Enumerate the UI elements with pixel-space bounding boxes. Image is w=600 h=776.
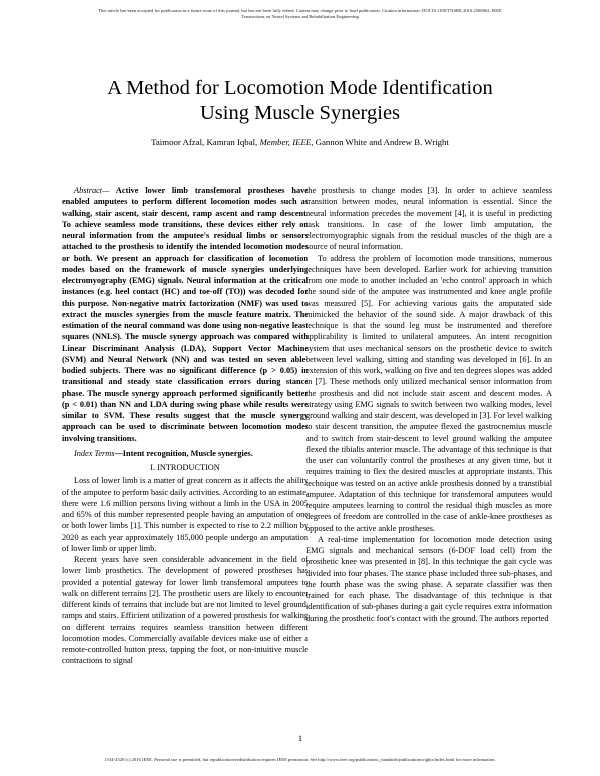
index-terms-label: Index Terms xyxy=(74,448,115,458)
left-paragraph-2: Recent years have seen considerable advancement in the field of lower limb prosthetics. The development of powered prostheses has provided a potential gateway for lower limb transfemoral amputees to walk on different terrains [2]. The prosthetic users are likely to encounter different kinds of terrains that include but are not limited to level ground, ramps and stairs. Efficient utilization of a powered prosthesis for walking on different terrains requires seamless transition between different locomotion modes. Commercially available devices make use of either a remote-controlled button press, tapping the foot, or non-intuitive muscle contractions to signal xyxy=(62,555,308,666)
right-paragraph-1: the prosthesis to change modes [3]. In order to achieve seamless transition between modes, neural information is essential. Since the neural information precedes the movement [4], it is useful in predicting task transitions. In case of the lower limb amputation, the electromyographic signals from the residual muscles of the thigh are a source of neural information. xyxy=(306,186,552,252)
paper-title xyxy=(0,76,600,126)
left-paragraph-1: Loss of lower limb is a matter of great concern as it affects the ability of the amputee to perform basic daily activities. According to an estimate, there were 1.6 million persons living without a limb in the USA in 2005 and 65% of this number represented people having an amputation of one or both lower limbs [1]. This number is expected to rise to 2.2 million by 2020 as each year approximately 185,000 people undergo an amputation of lower limb or upper limb. xyxy=(62,476,308,553)
author-list xyxy=(0,137,600,147)
page-number: 1 xyxy=(297,733,303,743)
abstract-text: Active lower limb transfemoral prostheses have enabled amputees to perform different locomotion modes such as walking, stair ascent, stair descent, ramp ascent and ramp descent. To achieve seamless mode transitions, these devices either rely on neural information from the amputee's residual limbs or sensors attached to the prosthesis to identify the intended locomotion modes or both. We present an approach for classification of locomotion modes based on the framework of muscle synergies underlying electromyography (EMG) signals. Neural information at the critical instances (e.g. heel contact (HC) and toe-off (TO)) was decoded for this purpose. Non-negative matrix factorization (NMF) was used to extract the muscles synergies from the muscle feature matrix. The estimation of the neural command was done using non-negative least squares (NNLS). The muscle synergy approach was compared with Linear Discriminant Analysis (LDA), Support Vector Machine (SVM) and Neural Network (NN) and was tested on seven able-bodied subjects. There was no significant difference (p > 0.05) in transitional and steady state classification errors during stance phase. The muscle synergy approach performed significantly better (p < 0.01) than NN and LDA during swing phase while results were similar to SVM. These results suggest that the muscle synergy approach can be used to discriminate between locomotion modes involving transitions. xyxy=(62,186,308,443)
copyright-footer: 1534-4320 (c) 2016 IEEE. Personal use is permitted, but republication/redistribution requires IEEE permission. See http://www.ieee.org/publications_standards/publications/rights/index.html for more information. xyxy=(104,757,496,762)
left-column xyxy=(62,185,308,667)
index-terms-text: —Intent recognition, Muscle synergies. xyxy=(114,448,253,458)
header-line-1: This article has been accepted for publication in a future issue of this journal, but has not been fully edited. Content may change prior to final publication. Citation information: DOI 10.1109/TNSRE.2016.2560962, IEEE xyxy=(98,8,502,13)
header-line-2: Transactions on Neural Systems and Rehabilitation Engineering xyxy=(241,14,359,20)
right-paragraph-2: To address the problem of locomotion mode transitions, numerous techniques have been developed. Earlier work for achieving transition from one mode to another included an 'echo control' approach in which the sound side of the amputee was instrumented and knee angle profile was measured [5]. For achieving various gaits the amputated side mimicked the behavior of the sound side. A major drawback of this technique is that the sound leg must be instrumented and therefore applicability is limited to unilateral amputees. An intent recognition system that uses mechanical sensors on the prosthetic device to switch between level walking, sitting and standing was developed in [6]. In an extension of this work, walking on five and ten degrees slopes was added in [7]. These methods only utilized mechanical sensor information from the prosthesis and did not include stair ascent and descent modes. A strategy using EMG signals to switch between two walking modes, level ground walking and stair descent, was developed in [3]. For level walking to stair descent transition, the amputee flexed the gastrocnemius muscle and to switch from stair-descent to level ground walking the amputee flexed the tibialis anterior muscle. The advantage of this technique is that the user can voluntarily control the prostheses at any given time, but it requires training to flex the desired muscles at appropriate instants. This technique was tested on an active ankle prosthesis donned by a transtibial amputee. Adaptation of this technique for transfemoral amputees would require amputees learning to control the residual thigh muscles as more degrees of freedom are controlled in the case of ankle-knee prostheses as opposed to the active ankle prostheses. xyxy=(306,253,552,533)
journal-header xyxy=(0,8,600,20)
authors-part-2: , Gannon White and Andrew B. Wright xyxy=(311,137,449,147)
right-paragraph-3: A real-time implementation for locomotion mode detection using EMG signals and mechanical sensors (6-DOF load cell) from the prosthetic knee was presented in [8]. In this technique the gait cycle was divided into four phases. The stance phase included three sub-phases, and the fourth phase was the swing phase. A separate classifier was then trained for each phase. The disadvantage of this technique is that identification of sub-phases during a gait cycle requires extra information during the prosthetic foot's contact with the ground. The authors reported xyxy=(306,534,552,623)
title-line-2: Using Muscle Synergies xyxy=(199,102,401,124)
abstract xyxy=(62,185,308,444)
section-heading-introduction: I. INTRODUCTION xyxy=(150,463,220,472)
authors-part-1: Taimoor Afzal, Kamran Iqbal, xyxy=(151,137,260,147)
index-terms xyxy=(62,448,308,459)
abstract-label: Abstract— xyxy=(74,186,110,195)
authors-member: Member, IEEE xyxy=(259,137,312,147)
right-column xyxy=(306,185,552,624)
title-line-1: A Method for Locomotion Mode Identification xyxy=(107,77,493,99)
